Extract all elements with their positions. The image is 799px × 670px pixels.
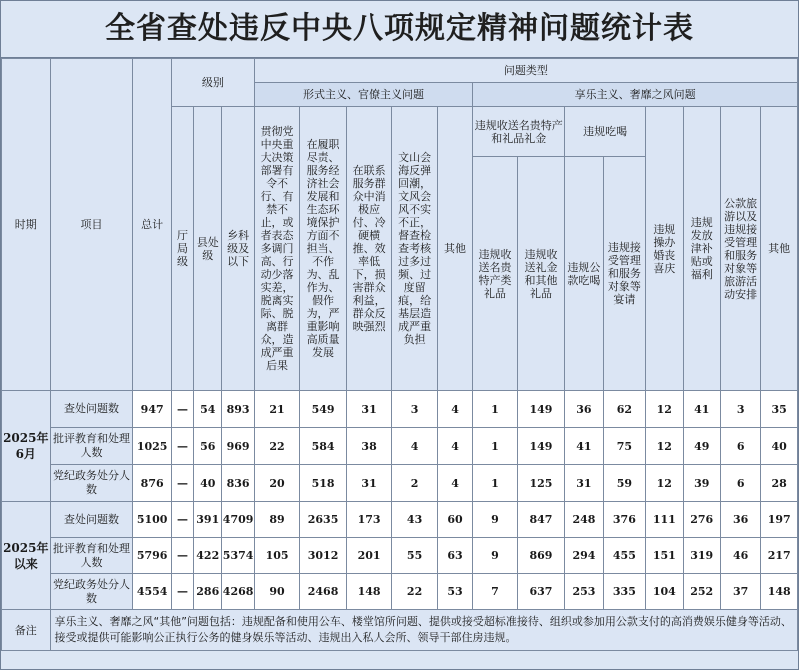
- cell: —: [171, 502, 193, 538]
- statistics-table: [1, 58, 798, 651]
- cell: 35: [761, 391, 798, 428]
- cell: 248: [565, 502, 603, 538]
- cell: 1: [473, 391, 517, 428]
- page-title: 全省查处违反中央八项规定精神问题统计表: [1, 1, 798, 58]
- cell: 151: [646, 538, 683, 574]
- row-item: 查处问题数: [50, 391, 133, 428]
- cell: —: [171, 391, 193, 428]
- cell: 54: [194, 391, 222, 428]
- cell: 455: [603, 538, 645, 574]
- header-level: 级别: [171, 59, 254, 107]
- header-total: 总计: [133, 59, 171, 391]
- cell: 836: [222, 465, 254, 502]
- cell: —: [171, 428, 193, 465]
- row-item: 党纪政务处分人数: [50, 465, 133, 502]
- cell: 6: [720, 428, 760, 465]
- cell: 56: [194, 428, 222, 465]
- cell: 59: [603, 465, 645, 502]
- cell: 1: [473, 465, 517, 502]
- header-formalism: 形式主义、官僚主义问题: [254, 83, 472, 107]
- table-row: [2, 574, 798, 610]
- cell: 276: [683, 502, 720, 538]
- cell: 286: [194, 574, 222, 610]
- cell: 2: [392, 465, 438, 502]
- cell: 252: [683, 574, 720, 610]
- cell: 104: [646, 574, 683, 610]
- cell: 149: [517, 391, 565, 428]
- cell: 41: [565, 428, 603, 465]
- cell: 63: [437, 538, 472, 574]
- cell: 22: [392, 574, 438, 610]
- cell: 9: [473, 538, 517, 574]
- cell: 3012: [300, 538, 347, 574]
- cell: 20: [254, 465, 300, 502]
- cell: 36: [565, 391, 603, 428]
- cell: 549: [300, 391, 347, 428]
- cell: 149: [517, 428, 565, 465]
- table-row: [2, 465, 798, 502]
- header-subsidy: 违规发放津补贴或福利: [683, 107, 720, 391]
- cell: 294: [565, 538, 603, 574]
- cell: —: [171, 465, 193, 502]
- row-item: 批评教育和处理人数: [50, 538, 133, 574]
- cell: —: [171, 538, 193, 574]
- cell: 21: [254, 391, 300, 428]
- cell: 4: [437, 465, 472, 502]
- cell: 893: [222, 391, 254, 428]
- cell: 584: [300, 428, 347, 465]
- cell: 2635: [300, 502, 347, 538]
- cell: 4: [392, 428, 438, 465]
- cell: 1025: [133, 428, 171, 465]
- cell: 518: [300, 465, 347, 502]
- cell: 253: [565, 574, 603, 610]
- table-row: [2, 502, 798, 538]
- cell: 60: [437, 502, 472, 538]
- cell: 876: [133, 465, 171, 502]
- cell: 12: [646, 465, 683, 502]
- header-level-county: 县处级: [194, 107, 222, 391]
- cell: 62: [603, 391, 645, 428]
- note-text: 享乐主义、奢靡之风“其他”问题包括：违规配备和使用公车、楼堂馆所问题、提供或接受超标准接待、组织或参加用公款支付的高消费娱乐健身等活动、接受或提供可能影响公正执行公务的健身娱乐等活动、违规出入私人会所、领导干部住房违规。: [50, 610, 797, 651]
- cell: 40: [194, 465, 222, 502]
- cell: 5374: [222, 538, 254, 574]
- cell: 319: [683, 538, 720, 574]
- header-travel: 公款旅游以及违规接受管理和服务对象等旅游活动安排: [720, 107, 760, 391]
- cell: —: [171, 574, 193, 610]
- cell: 38: [346, 428, 392, 465]
- note-label: 备注: [2, 610, 51, 651]
- cell: 111: [646, 502, 683, 538]
- header-public-dining: 违规公款吃喝: [565, 157, 603, 391]
- header-dining-group: 违规吃喝: [565, 107, 646, 157]
- header-wedding-funeral: 违规操办婚丧喜庆: [646, 107, 683, 391]
- period-label: 2025年以来: [2, 502, 51, 610]
- header-hedonism-other: 其他: [761, 107, 798, 391]
- cell: 5796: [133, 538, 171, 574]
- header-formalism-duty: 在履职尽责、服务经济社会发展和生态环境保护方面不担当、不作为、乱作为、假作为，严重影响高质量发展: [300, 107, 347, 391]
- cell: 4554: [133, 574, 171, 610]
- cell: 89: [254, 502, 300, 538]
- cell: 9: [473, 502, 517, 538]
- cell: 969: [222, 428, 254, 465]
- cell: 39: [683, 465, 720, 502]
- period-label: 2025年6月: [2, 391, 51, 502]
- cell: 148: [346, 574, 392, 610]
- header-hedonism: 享乐主义、奢靡之风问题: [473, 83, 798, 107]
- header-level-township: 乡科级及以下: [222, 107, 254, 391]
- cell: 41: [683, 391, 720, 428]
- cell: 49: [683, 428, 720, 465]
- cell: 4: [437, 391, 472, 428]
- cell: 3: [720, 391, 760, 428]
- cell: 31: [565, 465, 603, 502]
- cell: 90: [254, 574, 300, 610]
- cell: 12: [646, 428, 683, 465]
- cell: 391: [194, 502, 222, 538]
- cell: 40: [761, 428, 798, 465]
- cell: 46: [720, 538, 760, 574]
- cell: 173: [346, 502, 392, 538]
- row-item: 查处问题数: [50, 502, 133, 538]
- cell: 125: [517, 465, 565, 502]
- cell: 53: [437, 574, 472, 610]
- cell: 376: [603, 502, 645, 538]
- cell: 75: [603, 428, 645, 465]
- header-gift-specialty: 违规收送名贵特产类礼品: [473, 157, 517, 391]
- cell: 37: [720, 574, 760, 610]
- header-formalism-meetings: 文山会海反弹回潮，文风会风不实不正，督查检查考核过多过频、过度留痕，给基层造成严重负担: [392, 107, 438, 391]
- cell: 43: [392, 502, 438, 538]
- table-row: [2, 428, 798, 465]
- header-problem-type: 问题类型: [254, 59, 797, 83]
- cell: 31: [346, 391, 392, 428]
- cell: 4268: [222, 574, 254, 610]
- cell: 217: [761, 538, 798, 574]
- cell: 28: [761, 465, 798, 502]
- row-item: 党纪政务处分人数: [50, 574, 133, 610]
- cell: 5100: [133, 502, 171, 538]
- cell: 2468: [300, 574, 347, 610]
- cell: 7: [473, 574, 517, 610]
- cell: 335: [603, 574, 645, 610]
- cell: 31: [346, 465, 392, 502]
- table-row: [2, 391, 798, 428]
- cell: 6: [720, 465, 760, 502]
- cell: 197: [761, 502, 798, 538]
- cell: 12: [646, 391, 683, 428]
- cell: 4709: [222, 502, 254, 538]
- cell: 148: [761, 574, 798, 610]
- cell: 422: [194, 538, 222, 574]
- header-formalism-decision: 贯彻党中央重大决策部署有令不行、有禁不止，或者表态多调门高、行动少落实差，脱离实际、脱离群众，造成严重后果: [254, 107, 300, 391]
- cell: 1: [473, 428, 517, 465]
- header-gift-group: 违规收送名贵特产和礼品礼金: [473, 107, 565, 157]
- header-formalism-other: 其他: [437, 107, 472, 391]
- cell: 36: [720, 502, 760, 538]
- header-accept-banquet: 违规接受管理和服务对象等宴请: [603, 157, 645, 391]
- cell: 947: [133, 391, 171, 428]
- cell: 55: [392, 538, 438, 574]
- header-item: 项目: [50, 59, 133, 391]
- cell: 3: [392, 391, 438, 428]
- header-gift-cash: 违规收送礼金和其他礼品: [517, 157, 565, 391]
- table-row: [2, 538, 798, 574]
- cell: 847: [517, 502, 565, 538]
- header-formalism-service: 在联系服务群众中消极应付、冷硬横推、效率低下，损害群众利益，群众反映强烈: [346, 107, 392, 391]
- cell: 869: [517, 538, 565, 574]
- header-period: 时期: [2, 59, 51, 391]
- cell: 105: [254, 538, 300, 574]
- row-item: 批评教育和处理人数: [50, 428, 133, 465]
- cell: 4: [437, 428, 472, 465]
- cell: 201: [346, 538, 392, 574]
- header-level-bureau: 厅局级: [171, 107, 193, 391]
- cell: 637: [517, 574, 565, 610]
- cell: 22: [254, 428, 300, 465]
